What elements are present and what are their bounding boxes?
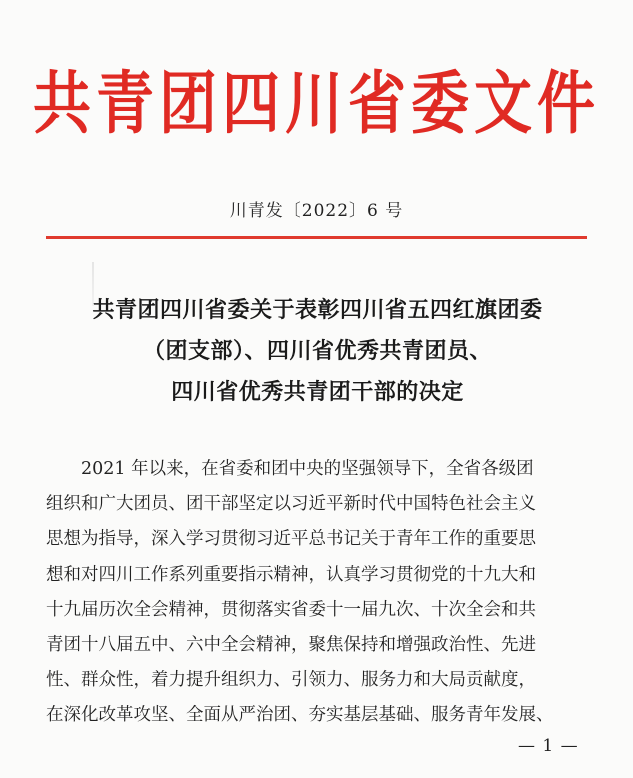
document-masthead: 共青团四川省委文件 bbox=[32, 63, 600, 144]
page-number: — 1 — bbox=[518, 736, 579, 756]
document-number: 川青发〔2022〕6 号 bbox=[229, 201, 404, 221]
body-line-5: 十九届历次全会精神，贯彻落实省委十一届九次、十次全会和共 bbox=[46, 599, 536, 620]
title-line-2: （团支部）、四川省优秀共青团员、 bbox=[142, 339, 492, 364]
red-divider-rule bbox=[46, 236, 587, 239]
body-line-4: 想和对四川工作系列重要指示精神，认真学习贯彻党的十九大和 bbox=[46, 564, 536, 585]
title-line-1: 共青团四川省委关于表彰四川省五四红旗团委 bbox=[92, 298, 543, 323]
title-line-3: 四川省优秀共青团干部的决定 bbox=[171, 380, 464, 405]
document-body bbox=[46, 452, 602, 734]
body-line-3: 思想为指导，深入学习贯彻习近平总书记关于青年工作的重要思 bbox=[46, 529, 536, 550]
document-title bbox=[40, 290, 595, 413]
body-line-8: 在深化改革攻坚、全面从严治团、夯实基层基础、服务青年发展、 bbox=[46, 705, 554, 726]
body-line-2: 组织和广大团员、团干部坚定以习近平新时代中国特色社会主义 bbox=[46, 494, 536, 515]
body-line-1: 2021 年以来，在省委和团中央的坚强领导下，全省各级团 bbox=[46, 459, 534, 479]
body-line-6: 青团十八届五中、六中全会精神，聚焦保持和增强政治性、先进 bbox=[46, 635, 536, 656]
body-line-7: 性、群众性，着力提升组织力、引领力、服务力和大局贡献度， bbox=[46, 670, 536, 691]
